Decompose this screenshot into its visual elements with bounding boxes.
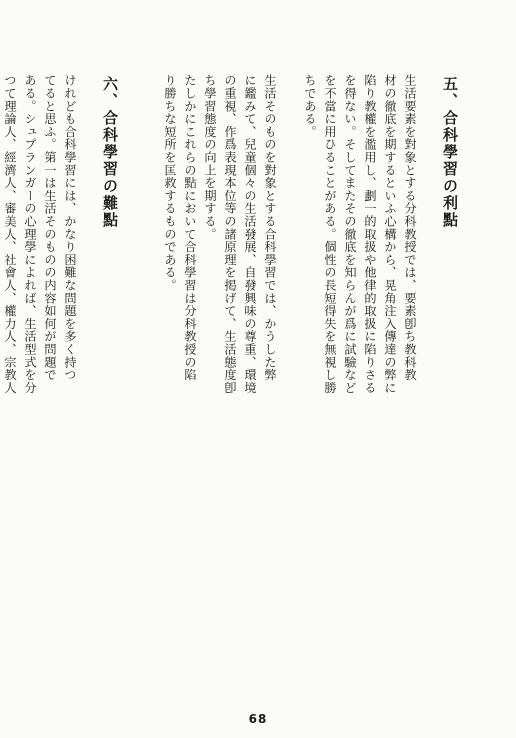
paragraph-subject-teaching: 生活要素を對象とする分科教授では、要素卽ち教科教 材の徹底を期するといふ心構から、晃角注入傳達の弊に 陷り教權を濫用し、劃一的取扱や他律的取扱に陷りさる を得ない。そしてまたその徹底を知らんが爲に試驗など を不當に用ひることがある。個性の長短得失を無視し勝 ちである。 — [303, 74, 417, 394]
page-number: 68 — [248, 712, 268, 726]
paragraph-difficulties: けれども合科學習には、かなり困難な問題を多く持つ てると思ふ。第一は生活そのものの内容如何が問題で ある。シュプランガーの心理學によれば、生活型式を分 つて理論人、經濟人、審美人、社會人、權力人、宗教人 — [3, 74, 77, 394]
section-heading-merits: 五、合科學習の利點 — [441, 76, 459, 229]
section-heading-difficulties: 六、合科學習の難點 — [101, 76, 119, 229]
paragraph-integrated-learning: 生活そのものを對象とする合科學習では、かうした弊 に鑑みて、兒童個々の生活發展、自發興味の尊重、環境 の重視、作爲表現本位等の諸原理を掲げて、生活態度卽 ち學習態度の向上を期する。 たしかにこれらの點において合科學習は分科教授の陷 り勝ちな短所を匡救するものである。 — [163, 74, 277, 394]
